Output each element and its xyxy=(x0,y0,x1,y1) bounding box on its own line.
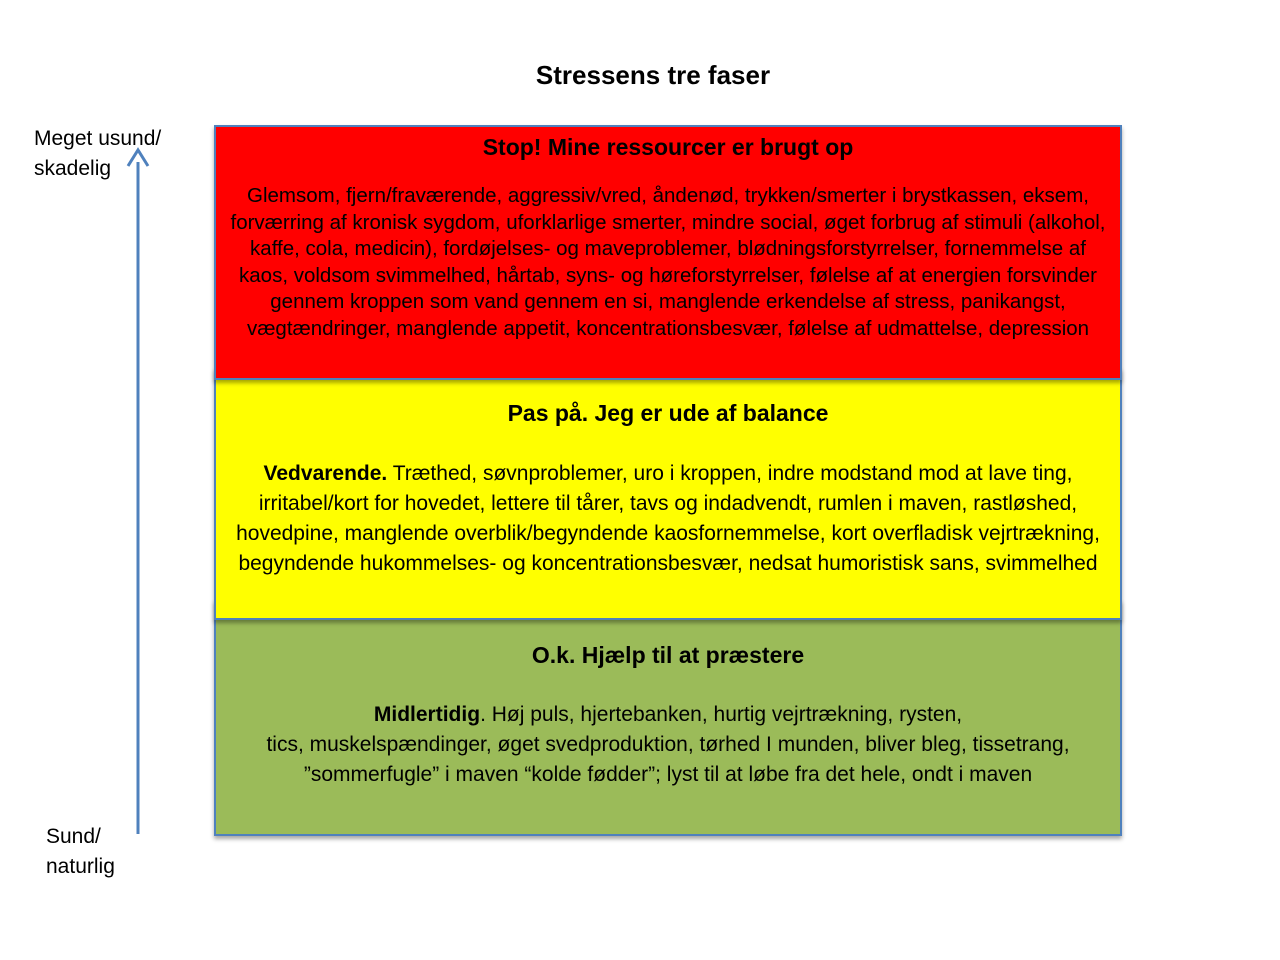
axis-top-label-line2: skadelig xyxy=(34,157,112,180)
phase-yellow-heading: Pas på. Jeg er ude af balance xyxy=(507,400,829,426)
phase-green-lead: Midlertidig xyxy=(373,703,481,726)
phase-green-box xyxy=(214,600,1122,836)
phase-green-body xyxy=(230,700,1106,790)
phase-yellow-box xyxy=(214,368,1122,620)
phase-red-box xyxy=(214,125,1122,380)
phase-yellow-lead: Vedvarende. xyxy=(263,462,388,485)
diagram-title: Stressens tre faser xyxy=(535,60,771,90)
phase-red-heading: Stop! Mine ressourcer er brugt op xyxy=(482,134,854,160)
axis-top-label-line1: Meget usund/ xyxy=(34,127,162,150)
phase-red-body: Glemsom, fjern/fraværende, aggressiv/vred, åndenød, trykken/smerter i brystkassen, eksem, forværring af kronisk sygdom, uforklarlige smerter, mindre social, øget forbrug af stimuli (alkohol, kaffe, cola, medicin), fordøjelses- og maveproblemer, blødningsforstyrrelser, fornemmelse af kaos, voldsom svimmelhed, hårtab, syns- og høreforstyrrelser, følelse af at energien forsvinder gennem kroppen som vand gennem en si, manglende erkendelse af stress, panikangst, vægtændringer, manglende appetit, koncentrationsbesvær, følelse af udmattelse, depression xyxy=(230,184,1106,340)
phase-green-body-line2: tics, muskelspændinger, øget svedproduktion, tørhed I munden, bliver bleg, tissetrang, ”sommerfugle” i maven “kolde fødder”; lyst til at løbe fra det hele, ondt i maven xyxy=(266,733,1070,786)
arrow-up-icon xyxy=(124,140,154,840)
axis-bottom-label xyxy=(46,822,115,882)
phase-green-heading: O.k. Hjælp til at præstere xyxy=(531,642,805,668)
phase-green-text-1: . Høj puls, hjertebanken, hurtig vejrtrækning, rysten, xyxy=(480,703,963,726)
phase-green-body-line1 xyxy=(230,700,1106,730)
axis-bottom-label-line2: naturlig xyxy=(46,855,115,878)
axis-bottom-label-line1: Sund/ xyxy=(46,825,101,848)
phase-yellow-text: Træthed, søvnproblemer, uro i kroppen, indre modstand mod at lave ting, irritabel/kort for hovedet, lettere til tårer, tavs og indadvendt, rumlen i maven, rastløshed, hovedpine, manglende overblik/begyndende kaosfornemmelse, kort overfladisk vejrtrækning, begyndende hukommelses- og koncentrationsbesvær, nedsat humoristisk sans, svimmelhed xyxy=(236,462,1100,575)
phase-yellow-body xyxy=(230,459,1106,579)
